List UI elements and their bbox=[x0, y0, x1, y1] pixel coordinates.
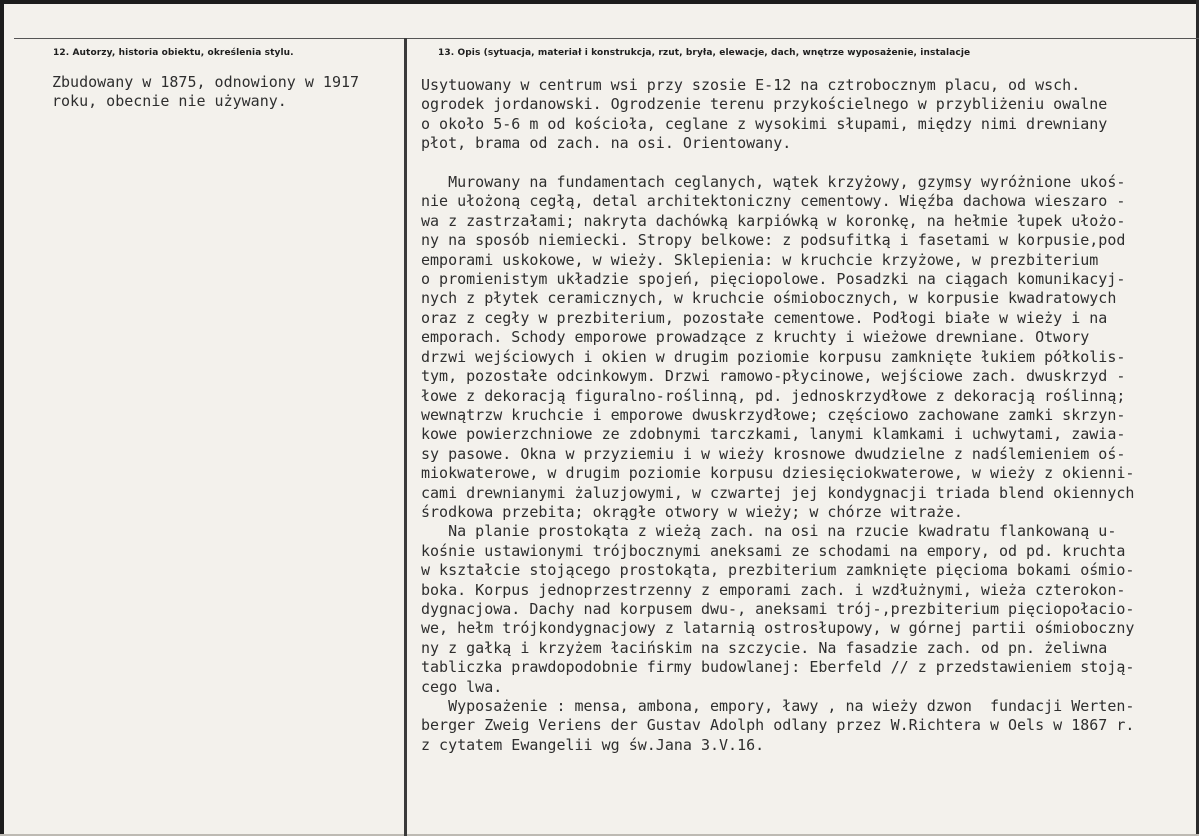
scan-edge-left bbox=[0, 0, 4, 836]
header-rule bbox=[14, 38, 1199, 39]
description-line: o około 5-6 m od kościoła, ceglane z wysokimi słupami, między nimi drewniany bbox=[421, 114, 1108, 133]
history-text bbox=[52, 73, 359, 112]
description-line: Wyposażenie : mensa, ambona, empory, ławy , na wieży dzwon fundacji Werten- bbox=[421, 697, 1135, 715]
description-line: tym, pozostałe odcinkowym. Drzwi ramowo-płycinowe, wejściowe zach. dwuskrzyd - bbox=[421, 367, 1126, 386]
description-line: kośnie ustawionymi trójbocznymi aneksami ze schodami na empory, od pd. kruchta bbox=[421, 541, 1126, 560]
description-line: nych z płytek ceramicznych, w kruchcie ośmiobocznych, w korpusie kwadratowych bbox=[421, 289, 1117, 308]
description-line: miokwaterowe, w drugim poziomie korpusu dziesięciokwaterowe, w wieży z okienni- bbox=[421, 464, 1135, 483]
description-line: ny z gałką i krzyżem łacińskim na szczycie. Na fasadzie zach. od pn. żeliwna bbox=[421, 638, 1108, 657]
description-line: sy pasowe. Okna w przyziemiu i w wieży krosnowe dwudzielne z nadślemieniem oś- bbox=[421, 444, 1126, 463]
description-line: z cytatem Ewangelii wg św.Jana 3.V.16. bbox=[421, 735, 765, 754]
description-line: ny na sposób niemiecki. Stropy belkowe: z podsufitką i fasetami w korpusie,pod bbox=[421, 231, 1126, 250]
description-line: Murowany na fundamentach ceglanych, wątek krzyżowy, gzymsy wyróżnione ukoś- bbox=[421, 173, 1126, 192]
description-line: cami drewnianymi żaluzjowymi, w czwartej jej kondygnacji triada blend okiennych bbox=[421, 483, 1135, 502]
description-line: we, hełm trójkondygnacjowy z latarnią ostrosłupowy, w górnej partii ośmioboczny bbox=[421, 619, 1135, 638]
description-line: łowe z dekoracją figuralno-roślinną, pd. jednoskrzydłowe z dekoracją roślinną; bbox=[421, 386, 1126, 405]
description-line bbox=[421, 154, 1134, 173]
description-line: wa z zastrzałami; nakryta dachówką karpiówką w koronkę, na hełmie łupek ułożo- bbox=[421, 211, 1126, 230]
column-divider bbox=[404, 38, 407, 836]
description-line: cego lwa. bbox=[421, 677, 503, 696]
description-line: Na planie prostokąta z wieżą zach. na osi na rzucie kwadratu flankowaną u- bbox=[421, 522, 1117, 541]
scan-edge-top bbox=[0, 0, 1199, 4]
description-line: drzwi wejściowych i okien w drugim poziomie korpusu zamknięte łukiem półkolis- bbox=[421, 347, 1126, 366]
description-line: ogrodek jordanowski. Ogrodzenie terenu przykościelnego w przybliżeniu owalne bbox=[421, 95, 1108, 114]
section-12-heading: 12. Autorzy, historia obiektu, określenia stylu. bbox=[53, 48, 294, 58]
description-line: oraz z cegły w prezbiterium, pozostałe cementowe. Podłogi białe w wieży i na bbox=[421, 308, 1108, 327]
description-text bbox=[421, 76, 1134, 755]
section-13-heading: 13. Opis (sytuacja, materiał i konstrukcja, rzut, bryła, elewacje, dach, wnętrze wyposażenie, instalacje bbox=[438, 48, 971, 58]
description-line: wewnątrzw kruchcie i emporowe dwuskrzydłowe; częściowo zachowane zamki skrzyn- bbox=[421, 405, 1126, 424]
description-line: tabliczka prawdopodobnie firmy budowlanej: Eberfeld // z przedstawieniem stoją- bbox=[421, 658, 1135, 677]
description-line: berger Zweig Veriens der Gustav Adolph odlany przez W.Richtera w Oels w 1867 r. bbox=[421, 716, 1135, 735]
description-line: Usytuowany w centrum wsi przy szosie E-12 na cztrobocznym placu, od wsch. bbox=[421, 76, 1081, 94]
description-line: o promienistym układzie spojeń, pięciopolowe. Posadzki na ciągach komunikacyj- bbox=[421, 270, 1126, 289]
description-line: boka. Korpus jednoprzestrzenny z emporami zach. i wzdłużnymi, wieża czterokon- bbox=[421, 580, 1126, 599]
description-line: dygnacjowa. Dachy nad korpusem dwu-, aneksami trój-,prezbiterium pięciopołacio- bbox=[421, 599, 1135, 618]
description-line: emporami uskokowe, w wieży. Sklepienia: w kruchcie krzyżowe, w prezbiterium bbox=[421, 250, 1099, 269]
description-line: w kształcie stojącego prostokąta, prezbiterium zamknięte pięcioma bokami ośmio- bbox=[421, 561, 1135, 580]
history-line: Zbudowany w 1875, odnowiony w 1917 bbox=[52, 73, 360, 91]
description-line: środkowa przebita; okrągłe otwory w wieży; w chórze witraże. bbox=[421, 502, 963, 521]
description-line: emporach. Schody emporowe prowadzące z kruchty i wieżowe drewniane. Otwory bbox=[421, 328, 1090, 347]
description-line: nie ułożoną cegłą, detal architektoniczny cementowy. Więźba dachowa wieszaro - bbox=[421, 192, 1126, 211]
description-line: kowe powierzchniowe ze zdobnymi tarczkami, lanymi klamkami i uchwytami, zawia- bbox=[421, 425, 1126, 444]
description-line: płot, brama od zach. na osi. Orientowany. bbox=[421, 134, 792, 153]
history-line: roku, obecnie nie używany. bbox=[52, 92, 287, 111]
